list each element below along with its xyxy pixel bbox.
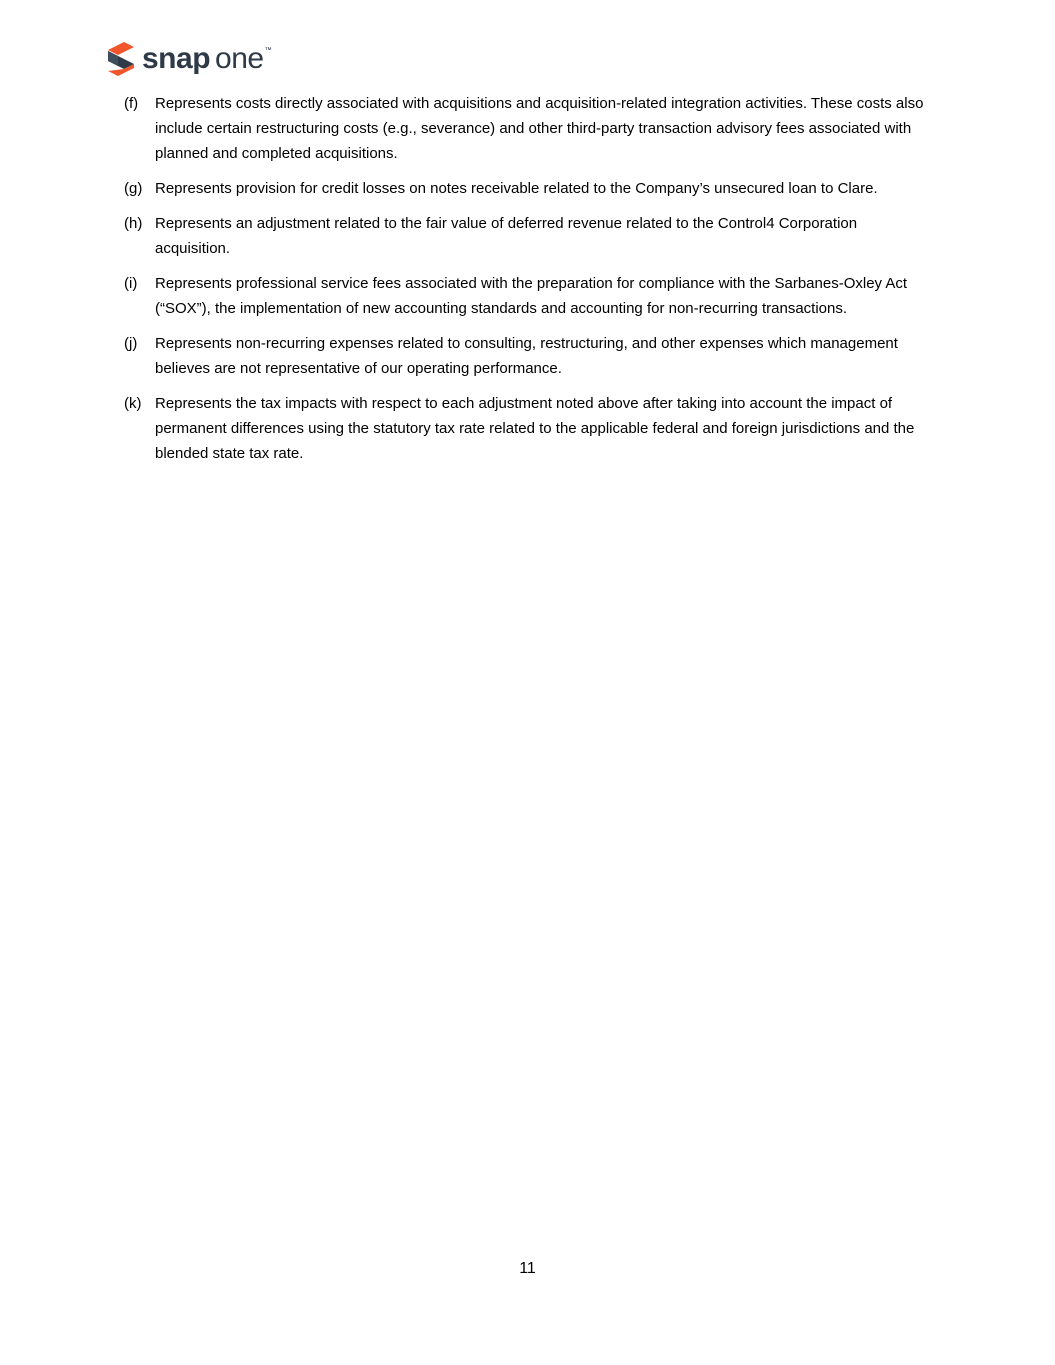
snap-one-logo-text xyxy=(142,44,272,74)
footnote-g xyxy=(124,176,924,201)
footnote-label: (h) xyxy=(124,215,143,232)
footnote-text: Represents non-recurring expenses related to consulting, restructuring, and other expenses which management believes are not representative of our operating performance. xyxy=(155,335,898,377)
footnote-label: (j) xyxy=(124,335,138,352)
footnote-label: (f) xyxy=(124,95,139,112)
footnote-text: Represents the tax impacts with respect to each adjustment noted above after taking into account the impact of permanent differences using the statutory tax rate related to the applicable federal and foreign jurisdictions and the blended state tax rate. xyxy=(155,395,915,462)
footnote-text: Represents costs directly associated with acquisitions and acquisition-related integration activities. These costs also include certain restructuring costs (e.g., severance) and other third-party transaction advisory fees associated with planned and completed acquisitions. xyxy=(155,95,924,162)
footnote-i xyxy=(124,271,924,321)
footnote-label: (g) xyxy=(124,180,143,197)
logo-word-snap: snap xyxy=(142,42,211,75)
footnote-text: Represents professional service fees associated with the preparation for compliance with the Sarbanes-Oxley Act (“SOX”), the implementation of new accounting standards and accounting for non-recurring transactions. xyxy=(155,275,908,317)
snap-one-logo xyxy=(104,40,272,78)
footnote-k xyxy=(124,391,924,466)
footnote-j xyxy=(124,331,924,381)
snap-one-logo-mark-icon xyxy=(104,41,138,77)
footnote-f xyxy=(124,91,924,166)
footnote-label: (i) xyxy=(124,275,138,292)
footnote-h xyxy=(124,211,924,261)
footnote-text: Represents provision for credit losses on notes receivable related to the Company’s unsecured loan to Clare. xyxy=(155,180,878,197)
footnote-label: (k) xyxy=(124,395,142,412)
page-number: 11 xyxy=(519,1260,536,1277)
logo-trademark: ™ xyxy=(264,47,272,54)
logo-word-one: one xyxy=(215,42,264,75)
footnote-text: Represents an adjustment related to the fair value of deferred revenue related to the Control4 Corporation acquisition. xyxy=(155,215,858,257)
footnotes-list xyxy=(124,91,924,476)
